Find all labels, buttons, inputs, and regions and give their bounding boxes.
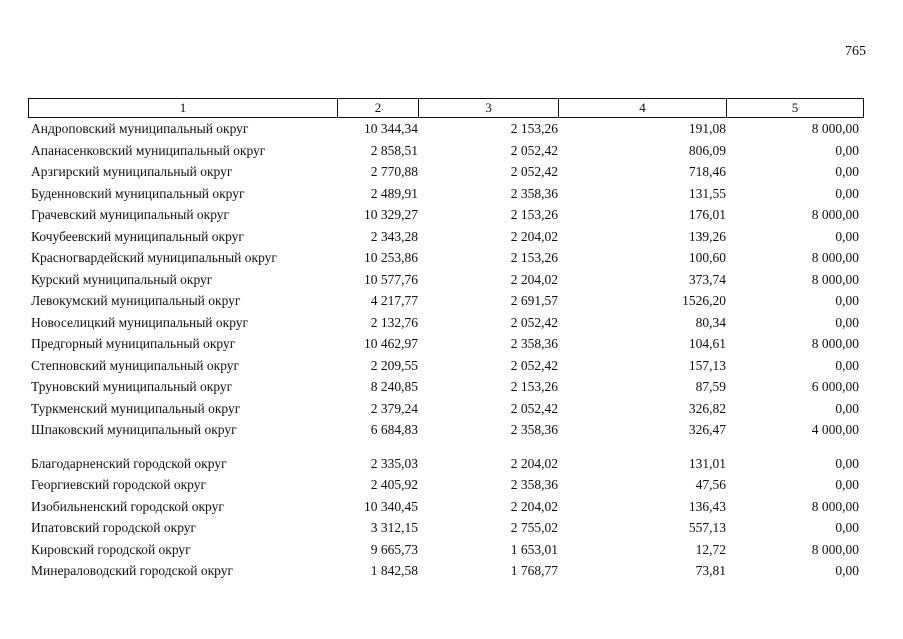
table-row xyxy=(28,247,863,269)
municipality-name: Кочубеевский муниципальный округ xyxy=(31,228,244,244)
value-col-3: 2 204,02 xyxy=(510,228,558,244)
table-row xyxy=(28,183,863,205)
table-row xyxy=(28,453,863,475)
municipality-name: Красногвардейский муниципальный округ xyxy=(31,250,277,265)
value-col-5: 6 000,00 xyxy=(811,379,859,394)
value-col-4: 136,43 xyxy=(688,498,726,514)
value-col-5: 0,00 xyxy=(835,293,859,308)
value-col-3: 2 358,36 xyxy=(510,477,558,492)
value-col-5: 0,00 xyxy=(835,314,859,330)
table-row xyxy=(28,204,863,226)
municipality-name: Грачевский муниципальный округ xyxy=(31,207,230,222)
value-col-4: 47,56 xyxy=(695,477,726,492)
value-col-3: 2 204,02 xyxy=(510,455,558,471)
value-col-4: 12,72 xyxy=(695,541,726,557)
table-row xyxy=(28,539,863,561)
value-col-3: 2 755,02 xyxy=(510,520,558,535)
column-header-1: 1 xyxy=(29,99,338,118)
table-row xyxy=(28,398,863,420)
value-col-3: 2 153,26 xyxy=(510,379,558,394)
municipality-name: Труновский муниципальный округ xyxy=(31,379,233,394)
value-col-3: 2 052,42 xyxy=(510,164,558,179)
value-col-4: 87,59 xyxy=(695,379,726,394)
column-header-5: 5 xyxy=(727,99,864,118)
value-col-2: 2 132,76 xyxy=(370,314,418,330)
value-col-3: 2 358,36 xyxy=(510,336,558,351)
value-col-3: 2 052,42 xyxy=(510,357,558,373)
municipality-name: Арзгирский муниципальный округ xyxy=(31,164,233,179)
value-col-3: 2 153,26 xyxy=(510,121,558,136)
value-col-5: 8 000,00 xyxy=(811,498,859,514)
value-col-5: 8 000,00 xyxy=(811,207,859,222)
value-col-5: 0,00 xyxy=(835,185,859,201)
value-col-5: 4 000,00 xyxy=(811,422,859,437)
municipality-name: Апанасенковский муниципальный округ xyxy=(31,142,266,158)
value-col-3: 2 153,26 xyxy=(510,207,558,222)
table-row xyxy=(28,560,863,582)
municipality-name: Левокумский муниципальный округ xyxy=(31,293,241,308)
value-col-4: 1526,20 xyxy=(682,293,726,308)
value-col-4: 139,26 xyxy=(688,228,726,244)
municipality-name: Предгорный муниципальный округ xyxy=(31,336,236,351)
table-row xyxy=(28,290,863,312)
value-col-2: 2 770,88 xyxy=(370,164,418,179)
table-row xyxy=(28,333,863,355)
value-col-5: 8 000,00 xyxy=(811,271,859,287)
value-col-2: 10 344,34 xyxy=(364,121,418,136)
table-row xyxy=(28,496,863,518)
column-header-3: 3 xyxy=(419,99,559,118)
municipality-name: Новоселицкий муниципальный округ xyxy=(31,314,249,330)
table-row xyxy=(28,269,863,291)
value-col-2: 10 329,27 xyxy=(364,207,418,222)
value-col-4: 326,47 xyxy=(688,422,726,437)
value-col-2: 2 335,03 xyxy=(370,455,418,471)
table-row xyxy=(28,474,863,496)
value-col-4: 73,81 xyxy=(695,563,726,578)
value-col-5: 8 000,00 xyxy=(811,541,859,557)
value-col-4: 373,74 xyxy=(688,271,726,287)
value-col-5: 0,00 xyxy=(835,357,859,373)
municipality-name: Курский муниципальный округ xyxy=(31,271,213,287)
value-col-2: 3 312,15 xyxy=(370,520,418,535)
municipality-name: Ипатовский городской округ xyxy=(31,520,197,535)
municipality-name: Благодарненский городской округ xyxy=(31,455,227,471)
table-row xyxy=(28,376,863,398)
municipality-name: Андроповский муниципальный округ xyxy=(31,121,249,136)
value-col-5: 0,00 xyxy=(835,563,859,578)
column-header-4: 4 xyxy=(559,99,727,118)
table-row xyxy=(28,140,863,162)
value-col-4: 191,08 xyxy=(688,121,726,136)
value-col-3: 2 358,36 xyxy=(510,185,558,201)
value-col-3: 2 153,26 xyxy=(510,250,558,265)
value-col-3: 2 358,36 xyxy=(510,422,558,437)
value-col-5: 0,00 xyxy=(835,164,859,179)
municipality-name: Кировский городской округ xyxy=(31,541,191,557)
value-col-2: 2 343,28 xyxy=(370,228,418,244)
page-number: 765 xyxy=(845,44,866,59)
value-col-3: 2 052,42 xyxy=(510,314,558,330)
municipality-name: Буденновский муниципальный округ xyxy=(31,185,245,201)
value-col-3: 1 653,01 xyxy=(510,541,558,557)
table-row xyxy=(28,517,863,539)
value-col-4: 806,09 xyxy=(688,142,726,158)
value-col-4: 80,34 xyxy=(695,314,726,330)
value-col-4: 104,61 xyxy=(688,336,726,351)
value-col-4: 100,60 xyxy=(688,250,726,265)
data-rows xyxy=(28,118,863,582)
table-row xyxy=(28,161,863,183)
column-header-2: 2 xyxy=(338,99,419,118)
value-col-4: 157,13 xyxy=(688,357,726,373)
value-col-2: 2 489,91 xyxy=(370,185,418,201)
value-col-5: 8 000,00 xyxy=(811,121,859,136)
value-col-5: 0,00 xyxy=(835,228,859,244)
value-col-2: 9 665,73 xyxy=(370,541,418,557)
value-col-2: 6 684,83 xyxy=(370,422,418,437)
municipality-name: Шпаковский муниципальный округ xyxy=(31,422,237,437)
value-col-4: 557,13 xyxy=(688,520,726,535)
value-col-3: 2 204,02 xyxy=(510,271,558,287)
value-col-4: 131,55 xyxy=(688,185,726,201)
municipality-name: Изобильненский городской округ xyxy=(31,498,224,514)
value-col-2: 2 858,51 xyxy=(370,142,418,158)
value-col-2: 8 240,85 xyxy=(370,379,418,394)
value-col-2: 10 253,86 xyxy=(364,250,418,265)
value-col-3: 2 052,42 xyxy=(510,400,558,416)
value-col-2: 1 842,58 xyxy=(370,563,418,578)
value-col-2: 10 577,76 xyxy=(364,271,418,287)
value-col-2: 4 217,77 xyxy=(370,293,418,308)
value-col-2: 2 209,55 xyxy=(370,357,418,373)
municipality-name: Туркменский муниципальный округ xyxy=(31,400,241,416)
value-col-3: 2 204,02 xyxy=(510,498,558,514)
table-row xyxy=(28,355,863,377)
value-col-4: 131,01 xyxy=(688,455,726,471)
value-col-2: 2 405,92 xyxy=(370,477,418,492)
municipality-name: Минераловодский городской округ xyxy=(31,563,233,578)
value-col-5: 8 000,00 xyxy=(811,336,859,351)
value-col-5: 0,00 xyxy=(835,400,859,416)
value-col-2: 10 340,45 xyxy=(364,498,418,514)
value-col-5: 0,00 xyxy=(835,142,859,158)
municipality-name: Степновский муниципальный округ xyxy=(31,357,240,373)
value-col-3: 2 691,57 xyxy=(510,293,558,308)
value-col-5: 0,00 xyxy=(835,520,859,535)
table-row xyxy=(28,118,863,140)
value-col-4: 176,01 xyxy=(688,207,726,222)
value-col-2: 10 462,97 xyxy=(364,336,418,351)
table-row xyxy=(28,226,863,248)
value-col-5: 8 000,00 xyxy=(811,250,859,265)
value-col-5: 0,00 xyxy=(835,455,859,471)
table-row xyxy=(28,312,863,334)
value-col-4: 718,46 xyxy=(688,164,726,179)
value-col-5: 0,00 xyxy=(835,477,859,492)
value-col-2: 2 379,24 xyxy=(370,400,418,416)
value-col-3: 2 052,42 xyxy=(510,142,558,158)
value-col-3: 1 768,77 xyxy=(510,563,558,578)
value-col-4: 326,82 xyxy=(688,400,726,416)
table-row xyxy=(28,419,863,441)
column-header-row xyxy=(29,99,864,118)
municipality-name: Георгиевский городской округ xyxy=(31,477,207,492)
column-header-table xyxy=(28,98,864,118)
